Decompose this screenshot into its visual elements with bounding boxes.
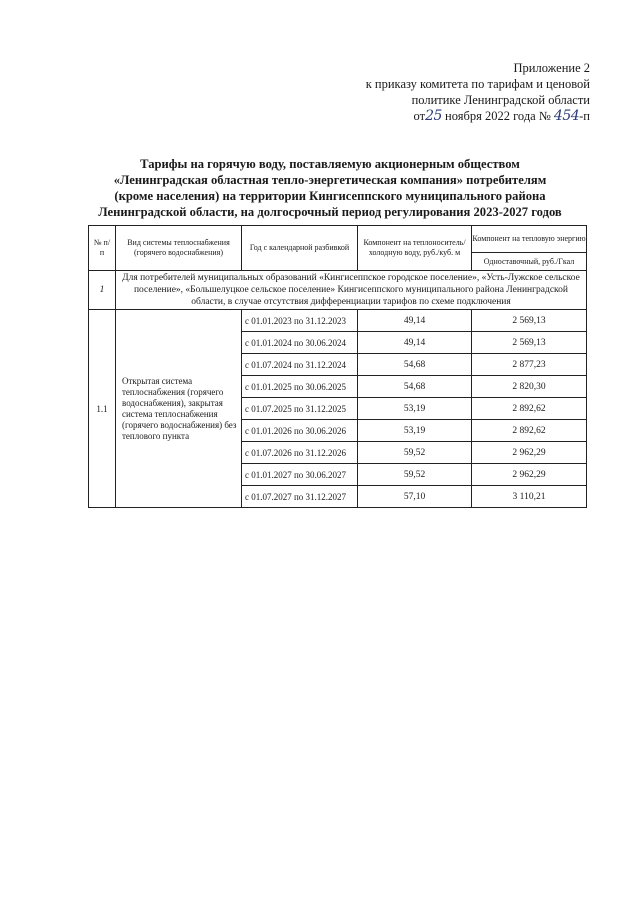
row-period: с 01.01.2023 по 31.12.2023 [242, 310, 358, 332]
row-carrier: 49,14 [358, 332, 472, 354]
row-energy: 2 820,30 [472, 376, 587, 398]
row-period: с 01.07.2025 по 31.12.2025 [242, 398, 358, 420]
header-energy-component [472, 226, 587, 271]
row-energy: 2 892,62 [472, 398, 587, 420]
row-period: с 01.01.2026 по 30.06.2026 [242, 420, 358, 442]
row-period: с 01.01.2027 по 30.06.2027 [242, 464, 358, 486]
appendix-date-line [340, 108, 590, 124]
appendix-header [340, 60, 590, 124]
row-carrier: 57,10 [358, 486, 472, 508]
row-energy: 2 962,29 [472, 464, 587, 486]
row-carrier: 54,68 [358, 354, 472, 376]
appendix-title: Приложение 2 [513, 61, 590, 75]
row-energy: 2 877,23 [472, 354, 587, 376]
header-carrier-component: Компонент на теплоноситель/ холодную воду, руб./куб. м [358, 226, 472, 271]
appendix-order-ref: к приказу комитета по тарифам и ценовой [365, 77, 590, 91]
row-period: с 01.07.2027 по 31.12.2027 [242, 486, 358, 508]
appendix-order-ref-2: политике Ленинградской области [411, 93, 590, 107]
date-prefix: от [413, 109, 426, 123]
group-number: 1 [89, 271, 116, 310]
row-energy: 2 962,29 [472, 442, 587, 464]
row-carrier: 59,52 [358, 464, 472, 486]
row-energy: 2 569,13 [472, 332, 587, 354]
order-suffix: -п [579, 109, 590, 123]
row-energy: 2 569,13 [472, 310, 587, 332]
table-header-row [89, 226, 587, 271]
header-energy-title: Компонент на тепловую энергию [472, 226, 586, 253]
date-day-handwritten: 25 [425, 108, 442, 124]
row-carrier: 59,52 [358, 442, 472, 464]
row-energy: 3 110,21 [472, 486, 587, 508]
document-title: Тарифы на горячую воду, поставляемую акционерным обществом «Ленинградская областная тепло-энергетическая компания» потребителям (кроме населения) на территории Кингисеппского муниципального района Ленинградской области, на долгосрочный период регулирования 2023-2027 годов [98, 157, 562, 219]
row-carrier: 53,19 [358, 398, 472, 420]
order-number-handwritten: 454 [553, 108, 580, 124]
header-energy-subtitle: Одноставочный, руб./Гкал [483, 256, 575, 266]
subgroup-number: 1.1 [89, 310, 116, 508]
header-period: Год с календарной разбивкой [242, 226, 358, 271]
row-carrier: 49,14 [358, 310, 472, 332]
row-energy: 2 892,62 [472, 420, 587, 442]
subgroup-system-type: Открытая система теплоснабжения (горячего водоснабжения), закрытая система теплоснабжения (горячего водоснабжения) без теплового пункта [116, 310, 242, 508]
group-row [89, 271, 587, 310]
table-row [89, 310, 587, 332]
row-period: с 01.07.2024 по 31.12.2024 [242, 354, 358, 376]
row-carrier: 54,68 [358, 376, 472, 398]
date-rest: ноября 2022 года № [445, 109, 551, 123]
header-num: № п/п [89, 226, 116, 271]
header-system-type: Вид системы теплоснабжения (горячего водоснабжения) [116, 226, 242, 271]
group-description: Для потребителей муниципальных образований «Кингисеппское городское поселение», «Усть-Лужское сельское поселение», «Большелуцкое сельское поселение» Кингисеппского муниципального района Ленинградской области, в случае отсутствия дифференциации тарифов по схеме подключения [116, 271, 587, 310]
row-period: с 01.01.2024 по 30.06.2024 [242, 332, 358, 354]
row-carrier: 53,19 [358, 420, 472, 442]
tariff-table [88, 225, 587, 508]
row-period: с 01.01.2025 по 30.06.2025 [242, 376, 358, 398]
row-period: с 01.07.2026 по 31.12.2026 [242, 442, 358, 464]
